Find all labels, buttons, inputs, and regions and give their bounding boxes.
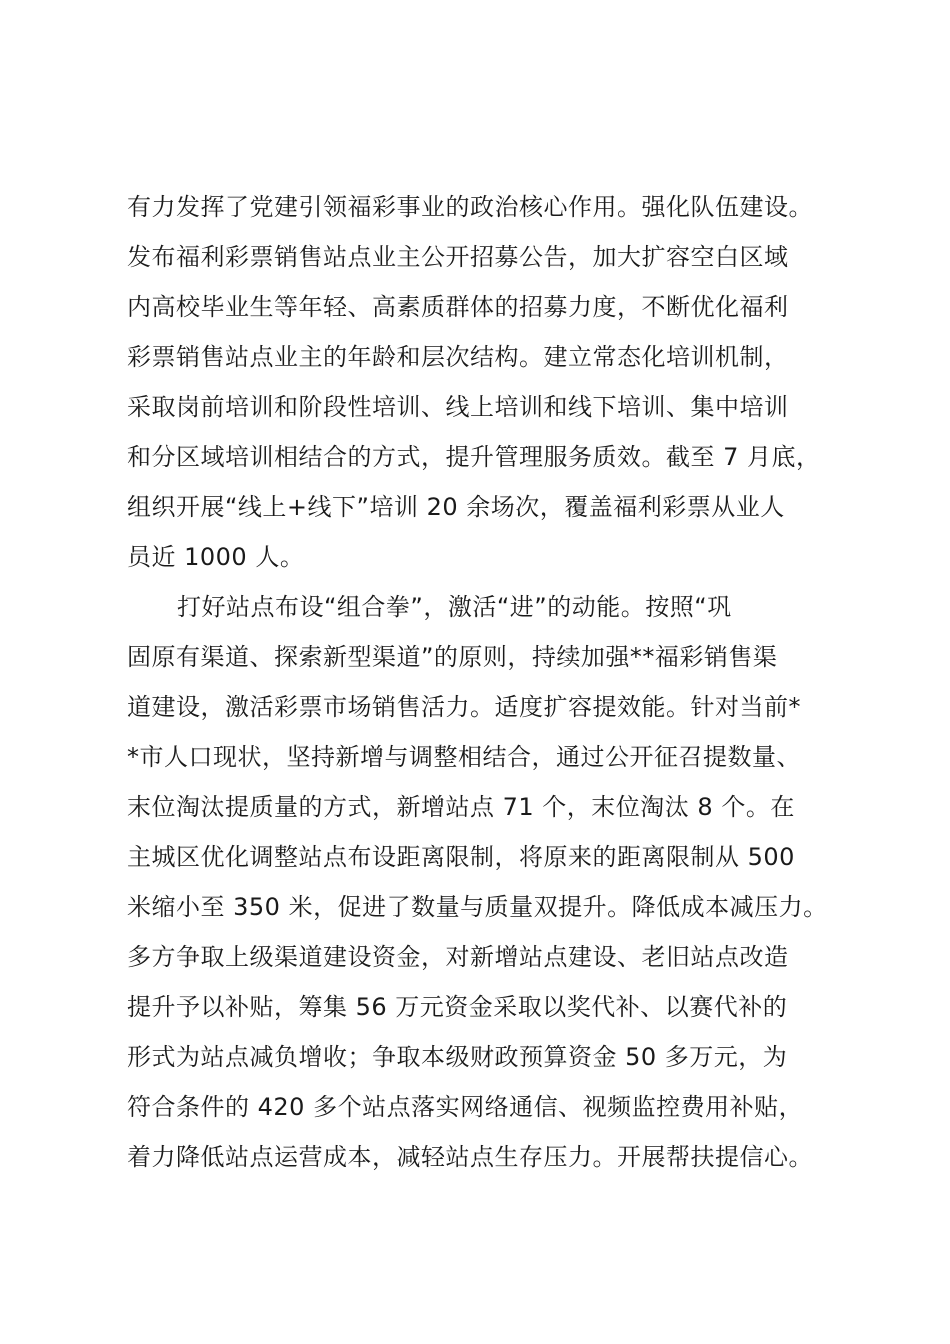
text-line: 符合条件的 420 多个站点落实网络通信、视频监控费用补贴，: [127, 1093, 804, 1121]
text-line: 员近 1000 人。: [127, 543, 305, 571]
text-line: 形式为站点减负增收；争取本级财政预算资金 50 多万元，为: [127, 1043, 788, 1071]
text-line: 多方争取上级渠道建设资金，对新增站点建设、老旧站点改造: [127, 943, 789, 971]
text-line: 米缩小至 350 米，促进了数量与质量双提升。降低成本减压力。: [127, 893, 828, 921]
text-line: 彩票销售站点业主的年龄和层次结构。建立常态化培训机制，: [127, 343, 789, 371]
text-line: 组织开展“线上+线下”培训 20 余场次，覆盖福利彩票从业人: [127, 493, 785, 521]
text-line: 发布福利彩票销售站点业主公开招募公告，加大扩容空白区域: [127, 243, 789, 271]
text-line: 固原有渠道、探索新型渠道”的原则，持续加强**福彩销售渠: [127, 643, 778, 671]
text-line: 末位淘汰提质量的方式，新增站点 71 个，末位淘汰 8 个。在: [127, 793, 795, 821]
text-line: 有力发挥了党建引领福彩事业的政治核心作用。强化队伍建设。: [127, 193, 813, 221]
text-line: 内高校毕业生等年轻、高素质群体的招募力度，不断优化福利: [127, 293, 789, 321]
text-line: 和分区域培训相结合的方式，提升管理服务质效。截至 7 月底，: [127, 443, 821, 471]
text-line: *市人口现状，坚持新增与调整相结合，通过公开征召提数量、: [127, 743, 801, 771]
body-text: [127, 182, 867, 1182]
text-line: 主城区优化调整站点布设距离限制，将原来的距离限制从 500: [127, 843, 795, 871]
text-line: 着力降低站点运营成本，减轻站点生存压力。开展帮扶提信心。: [127, 1143, 813, 1171]
text-line: 采取岗前培训和阶段性培训、线上培训和线下培训、集中培训: [127, 393, 789, 421]
text-line: 道建设，激活彩票市场销售活力。适度扩容提效能。针对当前*: [127, 693, 801, 721]
paragraph-first-line: 打好站点布设“组合拳”，激活“进”的动能。按照“巩: [177, 593, 732, 621]
text-line: 提升予以补贴，筹集 56 万元资金采取以奖代补、以赛代补的: [127, 993, 788, 1021]
